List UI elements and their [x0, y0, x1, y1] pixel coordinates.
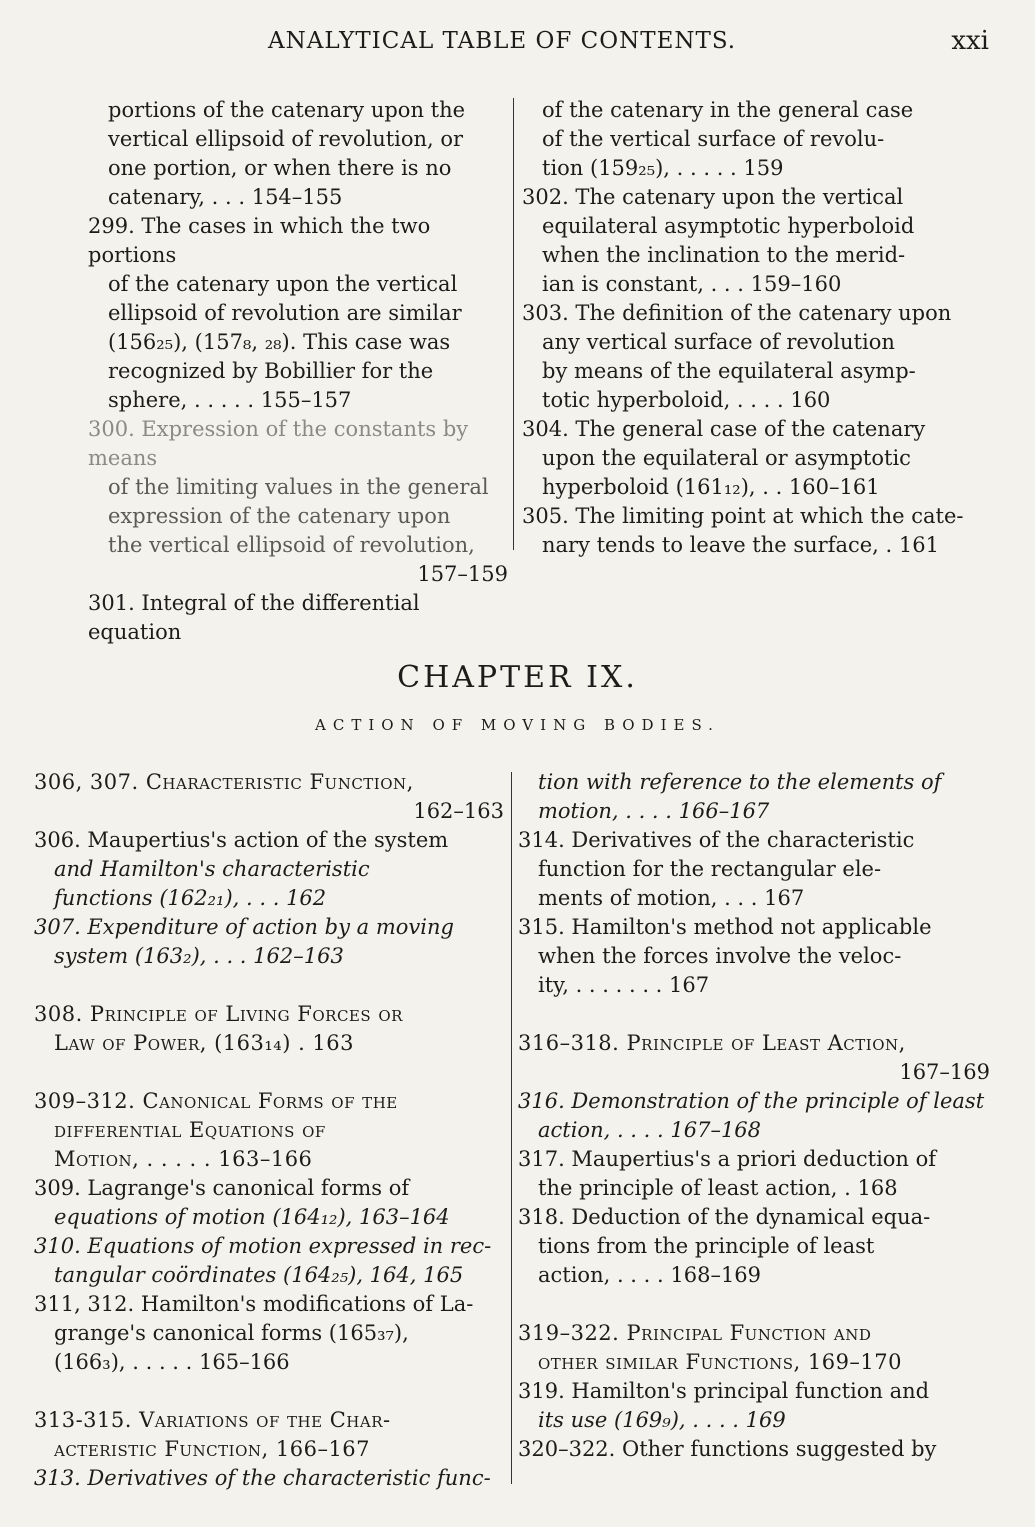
toc-line: other similar Functions, 169–170 [538, 1350, 903, 1374]
chapter-title: CHAPTER IX. [397, 660, 638, 695]
toc-line: its use (169₉), . . . . 169 [538, 1408, 786, 1432]
toc-line: 307. Expenditure of action by a moving [34, 915, 454, 939]
toc-line: upon the equilateral or asymptotic [542, 446, 911, 470]
toc-line: 301. Integral of the differential equation [88, 591, 420, 644]
toc-line: (166₃), . . . . . 165–166 [54, 1350, 290, 1374]
toc-line: Motion, . . . . . 163–166 [54, 1147, 313, 1171]
toc-line: differential Equations of [54, 1118, 326, 1142]
toc-line: 314. Derivatives of the characteristic [518, 828, 915, 852]
toc-line: 302. The catenary upon the vertical [522, 185, 904, 209]
toc-line: 319–322. Principal Function and [518, 1321, 872, 1345]
toc-line: motion, . . . . 166–167 [538, 799, 770, 823]
toc-line: action, . . . . 167–168 [538, 1118, 762, 1142]
toc-line [518, 1000, 990, 1029]
toc-line: 157–159 [417, 562, 508, 586]
toc-line: 318. Deduction of the dynamical equa- [518, 1205, 931, 1229]
toc-line: nary tends to leave the surface, . 161 [542, 533, 939, 557]
toc-line: 310. Equations of motion expressed in rec- [34, 1234, 492, 1258]
toc-line: the vertical ellipsoid of revolution, [108, 533, 475, 557]
toc-line: 320–322. Other functions suggested by [518, 1437, 937, 1461]
toc-line: totic hyperboloid, . . . . 160 [542, 388, 831, 412]
toc-line [34, 971, 504, 1000]
toc-line: 309. Lagrange's canonical forms of [34, 1176, 410, 1200]
toc-line: of the vertical surface of revolu- [542, 127, 885, 151]
toc-line: 306. Maupertius's action of the system [34, 828, 449, 852]
toc-line: 306, 307. Characteristic Function, [34, 770, 414, 794]
toc-line: of the catenary upon the vertical [108, 272, 458, 296]
toc-line [518, 1290, 990, 1319]
toc-line: tangular coördinates (164₂₅), 164, 165 [54, 1263, 464, 1287]
toc-line: vertical ellipsoid of revolution, or [108, 127, 464, 151]
toc-line: 308. Principle of Living Forces or [34, 1002, 403, 1026]
toc-line: grange's canonical forms (165₃₇), [54, 1321, 409, 1345]
bottom-left-column [34, 768, 504, 1493]
toc-line: of the catenary in the general case [542, 98, 914, 122]
toc-line: functions (162₂₁), . . . 162 [54, 886, 327, 910]
top-left-column [88, 96, 508, 647]
toc-line: tion with reference to the elements of [538, 770, 942, 794]
chapter-subtitle: ACTION OF MOVING BODIES. [315, 716, 720, 734]
toc-line: catenary, . . . 154–155 [108, 185, 343, 209]
toc-line: 313-315. Variations of the Char- [34, 1408, 391, 1432]
toc-line: ity, . . . . . . . 167 [538, 973, 710, 997]
top-column-divider [513, 98, 514, 550]
toc-line: 167–169 [899, 1060, 990, 1084]
bottom-column-divider [511, 772, 512, 1484]
toc-line: tions from the principle of least [538, 1234, 875, 1258]
toc-line: action, . . . . 168–169 [538, 1263, 762, 1287]
toc-line: any vertical surface of revolution [542, 330, 895, 354]
toc-line: 303. The definition of the catenary upon [522, 301, 952, 325]
toc-line: the principle of least action, . 168 [538, 1176, 898, 1200]
toc-line: when the forces involve the veloc- [538, 944, 902, 968]
toc-line: 315. Hamilton's method not applicable [518, 915, 932, 939]
toc-line: sphere, . . . . . 155–157 [108, 388, 352, 412]
toc-line: tion (159₂₅), . . . . . 159 [542, 156, 784, 180]
toc-line: 317. Maupertius's a priori deduction of [518, 1147, 937, 1171]
page-header [0, 22, 1035, 62]
toc-line: function for the rectangular ele- [538, 857, 882, 881]
toc-line [34, 1377, 504, 1406]
toc-line: by means of the equilateral asymp- [542, 359, 916, 383]
toc-line: ian is constant, . . . 159–160 [542, 272, 842, 296]
toc-line [34, 1058, 504, 1087]
toc-line: 313. Derivatives of the characteristic func- [34, 1466, 491, 1490]
toc-line: 311, 312. Hamilton's modifications of La- [34, 1292, 474, 1316]
toc-line: 316. Demonstration of the principle of least [518, 1089, 985, 1113]
toc-line: 299. The cases in which the two portions [88, 214, 431, 267]
toc-line: one portion, or when there is no [108, 156, 452, 180]
toc-line: of the limiting values in the general [108, 475, 489, 499]
toc-line: equilateral asymptotic hyperboloid [542, 214, 915, 238]
toc-line: expression of the catenary upon [108, 504, 451, 528]
toc-line: system (163₂), . . . 162–163 [54, 944, 344, 968]
toc-line: hyperboloid (161₁₂), . . 160–161 [542, 475, 880, 499]
toc-line: 304. The general case of the catenary [522, 417, 926, 441]
toc-line: Law of Power, (163₁₄) . 163 [54, 1031, 354, 1055]
bottom-right-column [518, 768, 990, 1464]
toc-line: when the inclination to the merid- [542, 243, 906, 267]
top-right-column [522, 96, 992, 560]
toc-line: 300. Expression of the constants by means [88, 417, 469, 470]
toc-line: equations of motion (164₁₂), 163–164 [54, 1205, 450, 1229]
toc-line: 309–312. Canonical Forms of the [34, 1089, 398, 1113]
running-title: ANALYTICAL TABLE OF CONTENTS. [268, 28, 737, 54]
toc-line: acteristic Function, 166–167 [54, 1437, 371, 1461]
page-number: xxi [951, 26, 989, 56]
toc-line: 316–318. Principle of Least Action, [518, 1031, 906, 1055]
toc-line: and Hamilton's characteristic [54, 857, 370, 881]
toc-line: 319. Hamilton's principal function and [518, 1379, 930, 1403]
toc-line: 162–163 [413, 799, 504, 823]
toc-line: ellipsoid of revolution are similar [108, 301, 462, 325]
toc-line: (156₂₅), (157₈, ₂₈). This case was [108, 330, 451, 354]
toc-line: 305. The limiting point at which the cate- [522, 504, 964, 528]
toc-line: portions of the catenary upon the [108, 98, 466, 122]
toc-line: recognized by Bobillier for the [108, 359, 434, 383]
toc-line: ments of motion, . . . 167 [538, 886, 805, 910]
